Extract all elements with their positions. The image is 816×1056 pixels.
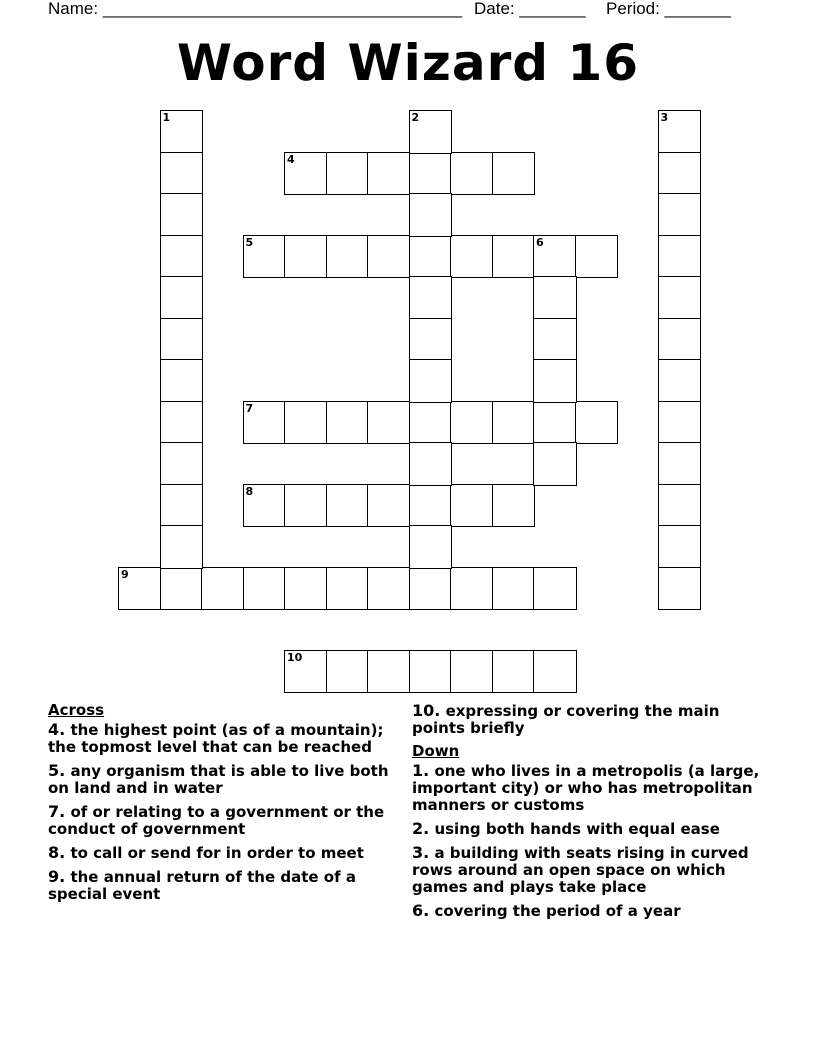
crossword-cell[interactable] (160, 484, 204, 528)
crossword-cell[interactable] (160, 235, 204, 279)
crossword-cell[interactable] (409, 318, 453, 362)
crossword-cell[interactable] (658, 484, 702, 528)
crossword-cell[interactable] (243, 235, 287, 279)
crossword-cell[interactable] (658, 318, 702, 362)
crossword-cell[interactable] (450, 235, 494, 279)
crossword-cell[interactable] (284, 484, 328, 528)
crossword-cell[interactable] (160, 276, 204, 320)
clue-across-7: 7. of or relating to a government or the conduct of government (48, 802, 385, 838)
crossword-cell[interactable] (326, 567, 370, 611)
crossword-cell[interactable] (118, 567, 162, 611)
crossword-cell[interactable] (492, 235, 536, 279)
crossword-cell[interactable] (450, 152, 494, 196)
clue-number: 2 (411, 111, 420, 124)
clue-across-5: 5. any organism that is able to live both on land and in water (48, 761, 389, 797)
crossword-cell[interactable] (450, 401, 494, 445)
name-field[interactable]: Name: ______________________________________ (48, 0, 463, 18)
crossword-cell[interactable] (367, 401, 411, 445)
crossword-cell[interactable] (409, 442, 453, 486)
crossword-cell[interactable] (160, 359, 204, 403)
crossword-cell[interactable] (409, 525, 453, 569)
crossword-cell[interactable] (367, 484, 411, 528)
clue-across-8: 8. to call or send for in order to meet (48, 843, 364, 862)
crossword-cell[interactable] (533, 650, 577, 694)
crossword-cell[interactable] (492, 484, 536, 528)
crossword-cell[interactable] (160, 318, 204, 362)
crossword-cell[interactable] (492, 650, 536, 694)
crossword-cell[interactable] (326, 650, 370, 694)
crossword-cell[interactable] (533, 276, 577, 320)
crossword-cell[interactable] (533, 235, 577, 279)
crossword-cell[interactable] (492, 401, 536, 445)
clue-number: 3 (660, 111, 669, 124)
crossword-cell[interactable] (575, 401, 619, 445)
clue-number: 6 (536, 235, 544, 249)
crossword-cell[interactable] (160, 525, 204, 569)
crossword-cell[interactable] (450, 484, 494, 528)
crossword-cell[interactable] (409, 110, 453, 154)
crossword-cell[interactable] (533, 442, 577, 486)
crossword-cell[interactable] (367, 152, 411, 196)
crossword-cell[interactable] (243, 401, 287, 445)
crossword-cell[interactable] (160, 567, 204, 611)
across-heading: Across (48, 701, 105, 719)
crossword-cell[interactable] (367, 235, 411, 279)
clue-across-9: 9. the annual return of the date of a special event (48, 867, 356, 903)
crossword-cell[interactable] (533, 359, 577, 403)
crossword-cell[interactable] (243, 567, 287, 611)
crossword-cell[interactable] (284, 401, 328, 445)
crossword-cell[interactable] (658, 152, 702, 196)
clue-across-10: 10. expressing or covering the main points briefly (412, 701, 720, 737)
clue-number: 4 (287, 152, 295, 166)
crossword-cell[interactable] (658, 110, 702, 154)
crossword-cell[interactable] (284, 567, 328, 611)
clue-down-3: 3. a building with seats rising in curved rows around an open space on which games and plays take place (412, 843, 749, 896)
crossword-cell[interactable] (492, 152, 536, 196)
crossword-cell[interactable] (326, 401, 370, 445)
clue-number: 1 (162, 111, 171, 124)
crossword-cell[interactable] (409, 484, 453, 528)
clue-down-2: 2. using both hands with equal ease (412, 819, 720, 838)
clue-number: 10 (287, 650, 303, 664)
crossword-cell[interactable] (533, 318, 577, 362)
page-title: Word Wizard 16 (176, 34, 640, 92)
crossword-cell[interactable] (658, 401, 702, 445)
crossword-cell[interactable] (367, 567, 411, 611)
crossword-cell[interactable] (160, 442, 204, 486)
crossword-cell[interactable] (367, 650, 411, 694)
crossword-cell[interactable] (658, 567, 702, 611)
down-heading: Down (412, 742, 460, 760)
crossword-cell[interactable] (450, 650, 494, 694)
crossword-cell[interactable] (658, 359, 702, 403)
crossword-cell[interactable] (533, 401, 577, 445)
crossword-cell[interactable] (160, 152, 204, 196)
down-clues (412, 702, 772, 926)
crossword-cell[interactable] (284, 650, 328, 694)
crossword-cell[interactable] (160, 193, 204, 237)
crossword-cell[interactable] (409, 650, 453, 694)
crossword-cell[interactable] (409, 235, 453, 279)
crossword-cell[interactable] (533, 567, 577, 611)
crossword-cell[interactable] (409, 401, 453, 445)
crossword-cell[interactable] (326, 235, 370, 279)
crossword-cell[interactable] (409, 193, 453, 237)
clue-down-6: 6. covering the period of a year (412, 901, 681, 920)
period-field[interactable]: Period: _______ (606, 0, 731, 18)
crossword-cell[interactable] (658, 193, 702, 237)
crossword-cell[interactable] (160, 110, 204, 154)
across-clues (48, 702, 400, 909)
clue-number: 7 (245, 401, 254, 415)
crossword-cell[interactable] (201, 567, 245, 611)
crossword-cell[interactable] (575, 235, 619, 279)
crossword-cell[interactable] (284, 235, 328, 279)
clue-across-4: 4. the highest point (as of a mountain); the topmost level that can be reached (48, 720, 384, 756)
clue-number: 9 (121, 567, 129, 581)
crossword-cell[interactable] (409, 359, 453, 403)
crossword-cell[interactable] (658, 235, 702, 279)
crossword-cell[interactable] (409, 567, 453, 611)
crossword-cell[interactable] (243, 484, 287, 528)
crossword-cell[interactable] (492, 567, 536, 611)
crossword-cell[interactable] (450, 567, 494, 611)
date-field[interactable]: Date: _______ (474, 0, 586, 18)
crossword-cell[interactable] (409, 152, 453, 196)
clue-down-1: 1. one who lives in a metropolis (a large, important city) or who has metropolitan manners or customs (412, 761, 760, 814)
clue-number: 8 (245, 484, 254, 498)
crossword-cell[interactable] (160, 401, 204, 445)
crossword-cell[interactable] (658, 525, 702, 569)
crossword-cell[interactable] (326, 484, 370, 528)
crossword-cell[interactable] (284, 152, 328, 196)
crossword-cell[interactable] (658, 276, 702, 320)
crossword-cell[interactable] (658, 442, 702, 486)
crossword-cell[interactable] (409, 276, 453, 320)
clue-number: 5 (245, 235, 254, 249)
crossword-cell[interactable] (326, 152, 370, 196)
